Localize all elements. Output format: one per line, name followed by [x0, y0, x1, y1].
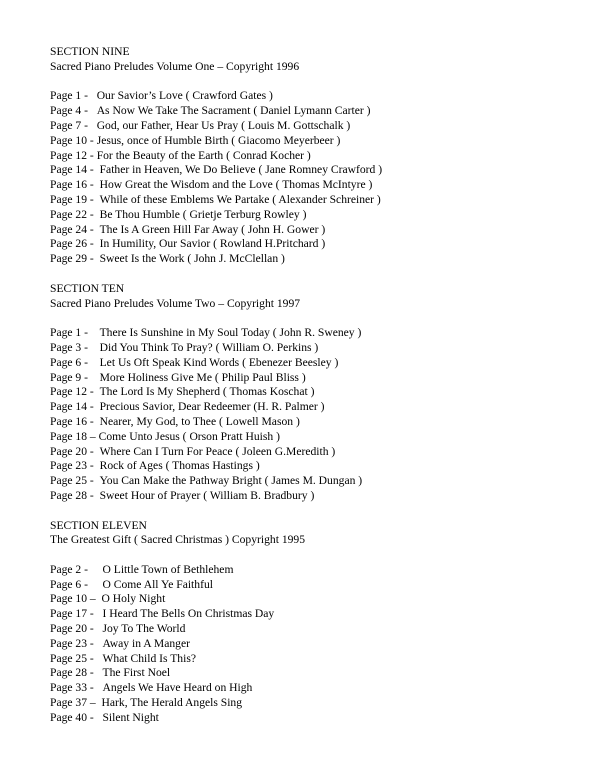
- page-ref: Page 3 -: [50, 340, 100, 354]
- list-item: [50, 134, 580, 149]
- entry-title: The Is A Green Hill Far Away ( John H. Gower ): [99, 222, 326, 236]
- section-subtitle: Sacred Piano Preludes Volume Two – Copyright 1997: [50, 296, 301, 310]
- list-item: [50, 474, 580, 489]
- entry-title: More Holiness Give Me ( Philip Paul Bliss ): [99, 370, 306, 384]
- entry-title: Father in Heaven, We Do Believe ( Jane Romney Crawford ): [99, 163, 383, 177]
- page-ref: Page 7 -: [50, 118, 97, 132]
- section-subtitle: Sacred Piano Preludes Volume One – Copyright 1996: [50, 59, 300, 73]
- page-ref: Page 28 -: [50, 666, 103, 680]
- page-ref: Page 16 -: [50, 414, 100, 428]
- section-heading: SECTION TEN: [50, 281, 125, 295]
- section-eleven: [50, 519, 580, 726]
- page-ref: Page 14 -: [50, 400, 100, 414]
- list-item: [50, 89, 580, 104]
- entry-title: How Great the Wisdom and the Love ( Thomas McIntyre ): [99, 178, 373, 192]
- entry-list: [50, 563, 580, 726]
- list-item: [50, 607, 580, 622]
- list-item: [50, 371, 580, 386]
- entry-title: Come Unto Jesus ( Orson Pratt Huish ): [98, 429, 280, 443]
- page-ref: Page 16 -: [50, 178, 100, 192]
- page-ref: Page 19 -: [50, 192, 100, 206]
- page-ref: Page 25 -: [50, 651, 103, 665]
- list-item: [50, 652, 580, 667]
- entry-title: While of these Emblems We Partake ( Alexander Schreiner ): [99, 192, 381, 206]
- page-ref: Page 20 -: [50, 444, 100, 458]
- page-ref: Page 18 –: [50, 429, 99, 443]
- page-ref: Page 12 -: [50, 148, 97, 162]
- entry-title: Angels We Have Heard on High: [102, 681, 253, 695]
- list-item: [50, 681, 580, 696]
- page-ref: Page 14 -: [50, 163, 100, 177]
- entry-title: Our Savior’s Love ( Crawford Gates ): [96, 89, 273, 103]
- entry-title: What Child Is This?: [102, 651, 196, 665]
- section-heading: SECTION ELEVEN: [50, 518, 147, 532]
- list-item: [50, 341, 580, 356]
- page-ref: Page 23 -: [50, 636, 103, 650]
- page-ref: Page 40 -: [50, 710, 103, 724]
- entry-title: O Holy Night: [101, 592, 166, 606]
- list-item: [50, 459, 580, 474]
- list-item: [50, 149, 580, 164]
- page-ref: Page 37 –: [50, 696, 102, 710]
- page-ref: Page 17 -: [50, 607, 103, 621]
- entry-title: Away in A Manger: [102, 636, 190, 650]
- list-item: [50, 430, 580, 445]
- list-item: [50, 237, 580, 252]
- entry-title: In Humility, Our Savior ( Rowland H.Pritchard ): [99, 237, 326, 251]
- section-nine: [50, 45, 580, 267]
- page-ref: Page 28 -: [50, 488, 100, 502]
- list-item: [50, 592, 580, 607]
- section-heading: SECTION NINE: [50, 45, 130, 58]
- entry-title: Rock of Ages ( Thomas Hastings ): [99, 459, 260, 473]
- list-item: [50, 178, 580, 193]
- list-item: [50, 163, 580, 178]
- entry-title: O Little Town of Bethlehem: [102, 562, 234, 576]
- list-item: [50, 252, 580, 267]
- entry-title: For the Beauty of the Earth ( Conrad Kocher ): [96, 148, 311, 162]
- list-item: [50, 415, 580, 430]
- page-ref: Page 29 -: [50, 252, 100, 266]
- page-ref: Page 26 -: [50, 237, 100, 251]
- list-item: [50, 445, 580, 460]
- entry-title: Joy To The World: [102, 622, 186, 636]
- list-item: [50, 104, 580, 119]
- entry-list: [50, 89, 580, 267]
- entry-list: [50, 326, 580, 504]
- page-ref: Page 4 -: [50, 104, 97, 118]
- entry-title: Sweet Is the Work ( John J. McClellan ): [99, 252, 285, 266]
- page-ref: Page 10 -: [50, 133, 97, 147]
- page-ref: Page 23 -: [50, 459, 100, 473]
- section-ten: [50, 282, 580, 504]
- list-item: [50, 400, 580, 415]
- entry-title: The Lord Is My Shepherd ( Thomas Koschat ): [99, 385, 315, 399]
- list-item: [50, 622, 580, 637]
- page-ref: Page 12 -: [50, 385, 100, 399]
- entry-title: Where Can I Turn For Peace ( Joleen G.Meredith ): [99, 444, 336, 458]
- list-item: [50, 489, 580, 504]
- page-ref: Page 1 -: [50, 89, 97, 103]
- entry-title: Silent Night: [102, 710, 159, 724]
- entry-title: O Come All Ye Faithful: [102, 577, 213, 591]
- list-item: [50, 637, 580, 652]
- page-ref: Page 22 -: [50, 207, 100, 221]
- list-item: [50, 563, 580, 578]
- page-ref: Page 9 -: [50, 370, 100, 384]
- list-item: [50, 356, 580, 371]
- page-ref: Page 1 -: [50, 326, 100, 340]
- document-page: [50, 45, 580, 740]
- page-ref: Page 24 -: [50, 222, 100, 236]
- page-ref: Page 2 -: [50, 562, 103, 576]
- list-item: [50, 711, 580, 726]
- list-item: [50, 208, 580, 223]
- list-item: [50, 578, 580, 593]
- page-ref: Page 33 -: [50, 681, 103, 695]
- entry-title: As Now We Take The Sacrament ( Daniel Lymann Carter ): [96, 104, 371, 118]
- entry-title: God, our Father, Hear Us Pray ( Louis M. Gottschalk ): [96, 118, 351, 132]
- section-subtitle: The Greatest Gift ( Sacred Christmas ) Copyright 1995: [50, 533, 306, 547]
- list-item: [50, 119, 580, 134]
- list-item: [50, 193, 580, 208]
- list-item: [50, 666, 580, 681]
- entry-title: There Is Sunshine in My Soul Today ( John R. Sweney ): [99, 326, 362, 340]
- page-ref: Page 6 -: [50, 577, 103, 591]
- entry-title: Let Us Oft Speak Kind Words ( Ebenezer Beesley ): [99, 355, 339, 369]
- page-ref: Page 25 -: [50, 474, 100, 488]
- entry-title: Be Thou Humble ( Grietje Terburg Rowley ): [99, 207, 307, 221]
- entry-title: Precious Savior, Dear Redeemer (H. R. Palmer ): [99, 400, 325, 414]
- entry-title: Nearer, My God, to Thee ( Lowell Mason ): [99, 414, 300, 428]
- page-ref: Page 20 -: [50, 622, 103, 636]
- entry-title: I Heard The Bells On Christmas Day: [102, 607, 275, 621]
- list-item: [50, 385, 580, 400]
- list-item: [50, 696, 580, 711]
- entry-title: Hark, The Herald Angels Sing: [101, 696, 243, 710]
- entry-title: Sweet Hour of Prayer ( William B. Bradbury ): [99, 488, 315, 502]
- list-item: [50, 326, 580, 341]
- entry-title: The First Noel: [102, 666, 171, 680]
- list-item: [50, 223, 580, 238]
- page-ref: Page 6 -: [50, 355, 100, 369]
- page-ref: Page 10 –: [50, 592, 102, 606]
- entry-title: Did You Think To Pray? ( William O. Perkins ): [99, 340, 319, 354]
- entry-title: You Can Make the Pathway Bright ( James M. Dungan ): [99, 474, 363, 488]
- entry-title: Jesus, once of Humble Birth ( Giacomo Meyerbeer ): [96, 133, 341, 147]
